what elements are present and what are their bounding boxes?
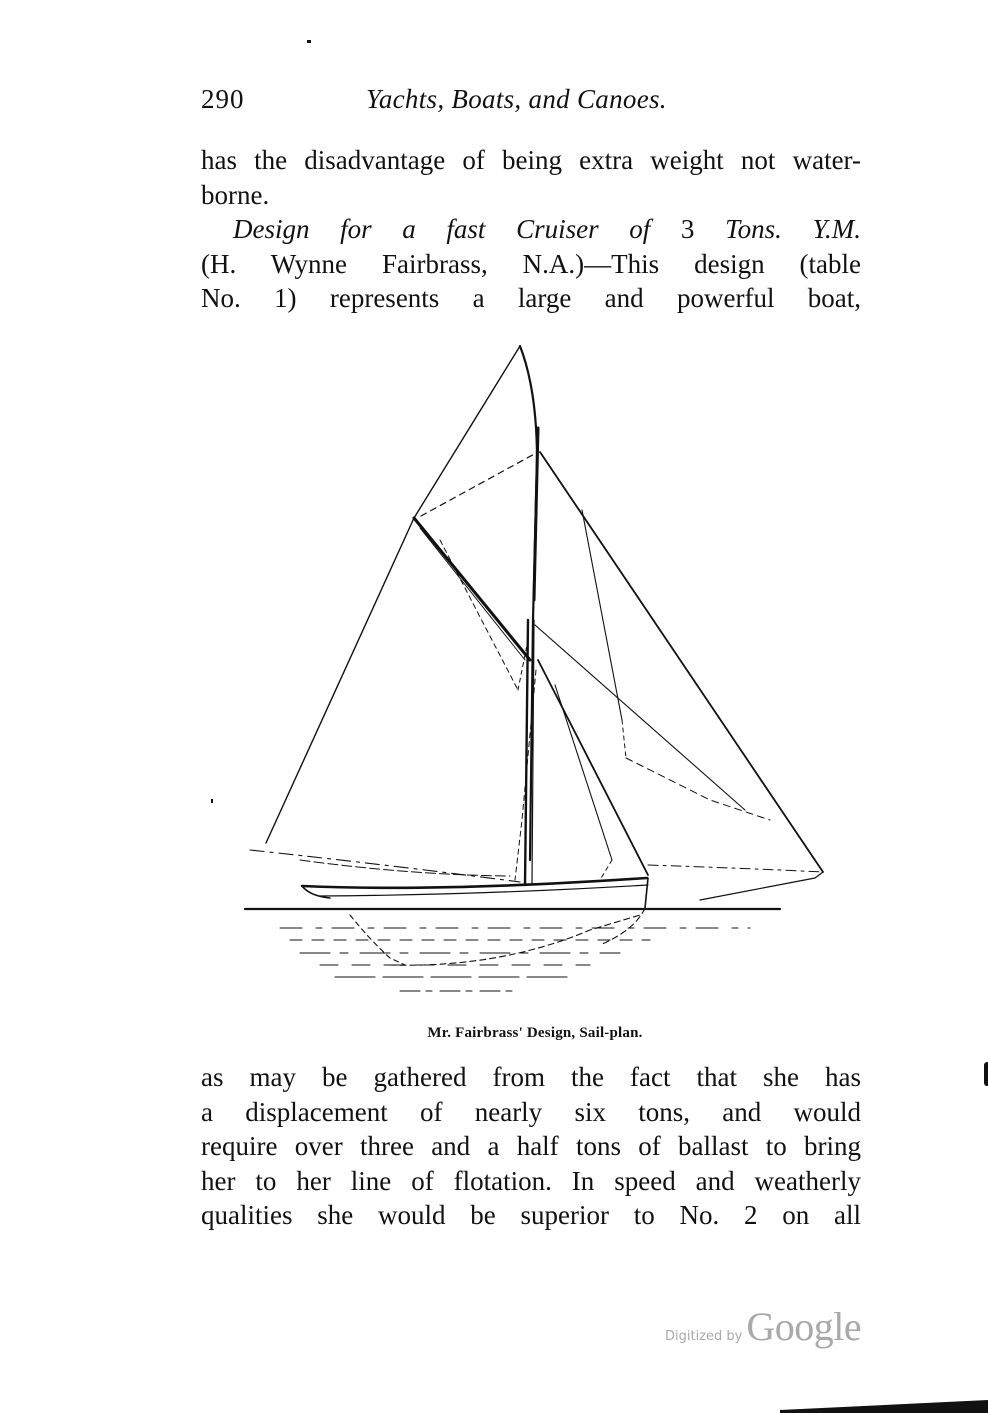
headsails (515, 452, 823, 880)
keel-reflection-lines (280, 908, 750, 991)
paragraph-bottom (201, 1060, 861, 1233)
design-tonnage: 3 (680, 214, 695, 244)
text-line: as may be gathered from the fact that she has (201, 1062, 861, 1092)
paragraph-top (201, 143, 861, 212)
watermark-brand: Google (746, 1304, 862, 1349)
paragraph-design (201, 212, 861, 316)
design-heading: Design for a fast Cruiser of (233, 214, 651, 244)
digitized-by-google-watermark (665, 1303, 861, 1350)
text-line: qualities she would be superior to No. 2 on all (201, 1200, 861, 1231)
page-number: 290 (201, 84, 245, 114)
text-line: No. 1) represents a large and powerful boat, (201, 283, 861, 314)
page-header (201, 84, 861, 124)
scan-speck-top (307, 40, 311, 43)
hull (302, 878, 648, 908)
booms-and-bowsprit (250, 850, 823, 900)
text-line: a displacement of nearly six tons, and would (201, 1096, 861, 1127)
design-heading-line (201, 212, 861, 247)
text-line: (H. Wynne Fairbrass, N.A.)—This design (table (201, 248, 861, 279)
text-line: her to her line of flotation. In speed and weatherly (201, 1165, 861, 1196)
text-line: borne. (201, 179, 270, 210)
scan-edge-right (984, 1062, 988, 1086)
text-line: has the disadvantage of being extra weight not water- (201, 145, 861, 175)
scan-speck-left (211, 799, 213, 803)
running-title: Yachts, Boats, and Canoes. (366, 84, 667, 114)
mainsail-and-topsail (266, 346, 538, 860)
scan-edge-bottom (780, 1398, 988, 1413)
sail-plan-illustration (240, 340, 840, 1000)
watermark-prefix: Digitized by (665, 1329, 743, 1344)
design-heading-tail: Tons. Y.M. (725, 214, 861, 244)
figure-caption: Mr. Fairbrass' Design, Sail-plan. (427, 1025, 643, 1041)
text-line: require over three and a half tons of ballast to bring (201, 1131, 861, 1162)
